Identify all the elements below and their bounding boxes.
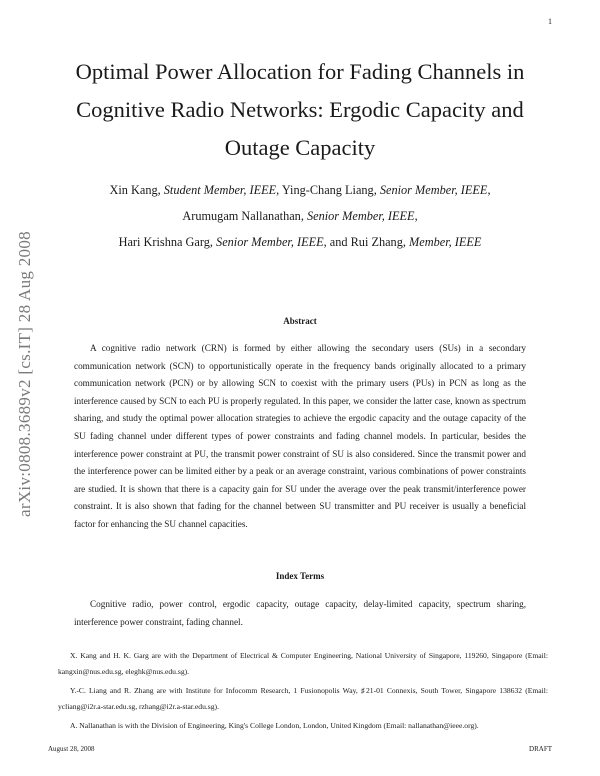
- author-line-2: [80, 203, 520, 229]
- author-membership: Senior Member, IEEE: [306, 209, 415, 223]
- title-line-3: Outage Capacity: [224, 135, 376, 161]
- author-membership: Student Member, IEEE: [163, 183, 277, 197]
- abstract-heading: Abstract: [283, 316, 317, 326]
- author-name: Hari Krishna Garg,: [118, 235, 217, 249]
- affiliation-footnotes: [58, 648, 548, 737]
- author-list: [80, 177, 520, 255]
- abstract-body: A cognitive radio network (CRN) is formed by either allowing the secondary users (SUs) in a secondary communication network (SCN) to opportunistically operate in the frequency bands originally allocated to a primary communication network (PCN) or by allowing SCN to coexist with the primary users (PUs) in PCN as long as the interference caused by SCN to each PU is properly regulated. In this paper, we consider the latter case, known as spectrum sharing, and study the optimal power allocation strategies to achieve the ergodic capacity and the outage capacity of the SU fading channel under different types of power constraints and fading channel models. In particular, besides the interference power constraint at PU, the transmit power constraint of SU is also considered. Since the transmit power and the interference power can be limited either by a peak or an average constraint, various combinations of power constraints are studied. It is shown that there is a capacity gain for SU under the average over the peak transmit/interference power constraint. It is also shown that fading for the channel between SU transmitter and PU receiver is usually a beneficial factor for enhancing the SU channel capacities.: [74, 343, 526, 529]
- author-name: , and Rui Zhang,: [323, 235, 410, 249]
- author-membership: Senior Member, IEEE: [379, 183, 488, 197]
- arxiv-identifier-text: arXiv:0808.3689v2 [cs.IT] 28 Aug 2008: [15, 231, 34, 517]
- footnote: A. Nallanathan is with the Division of Engineering, King's College London, London, United Kingdom (Email: nallanathan@ieee.org).: [70, 721, 479, 730]
- author-membership: Senior Member, IEEE: [216, 235, 324, 249]
- index-terms-body: Cognitive radio, power control, ergodic capacity, outage capacity, delay-limited capacity, spectrum sharing, interference power constraint, fading channel.: [74, 599, 526, 627]
- footnote: X. Kang and H. K. Garg are with the Department of Electrical & Computer Engineering, National University of Singapore, 119260, Singapore (Email: kangxin@nus.edu.sg, eleghk@nus.edu.sg).: [58, 651, 548, 676]
- title-line-1: Optimal Power Allocation for Fading Channels in: [75, 59, 525, 85]
- author-line-1: [80, 177, 520, 203]
- paper-title: [55, 53, 545, 167]
- page-number: 1: [548, 17, 552, 26]
- footer-draft-label: DRAFT: [529, 745, 552, 753]
- author-name: Arumugam Nallanathan,: [182, 209, 307, 223]
- punctuation: ,: [414, 209, 418, 223]
- author-line-3: [80, 229, 520, 255]
- author-membership: Member, IEEE: [409, 235, 482, 249]
- footnote: Y.-C. Liang and R. Zhang are with Institute for Infocomm Research, 1 Fusionopolis Way, ♯21-01 Connexis, South Tower, Singapore 138632 (Email: ycliang@i2r.a-star.edu.sg, rzhang@i2r.a-star.edu.sg).: [58, 686, 548, 711]
- punctuation: ,: [487, 183, 491, 197]
- title-line-2: Cognitive Radio Networks: Ergodic Capacity and: [76, 97, 524, 123]
- author-name: , Ying-Chang Liang,: [276, 183, 380, 197]
- arxiv-identifier-stamp: [8, 198, 42, 550]
- author-name: Xin Kang,: [109, 183, 164, 197]
- index-terms-heading: Index Terms: [275, 571, 325, 581]
- footer-date: August 28, 2008: [48, 745, 95, 753]
